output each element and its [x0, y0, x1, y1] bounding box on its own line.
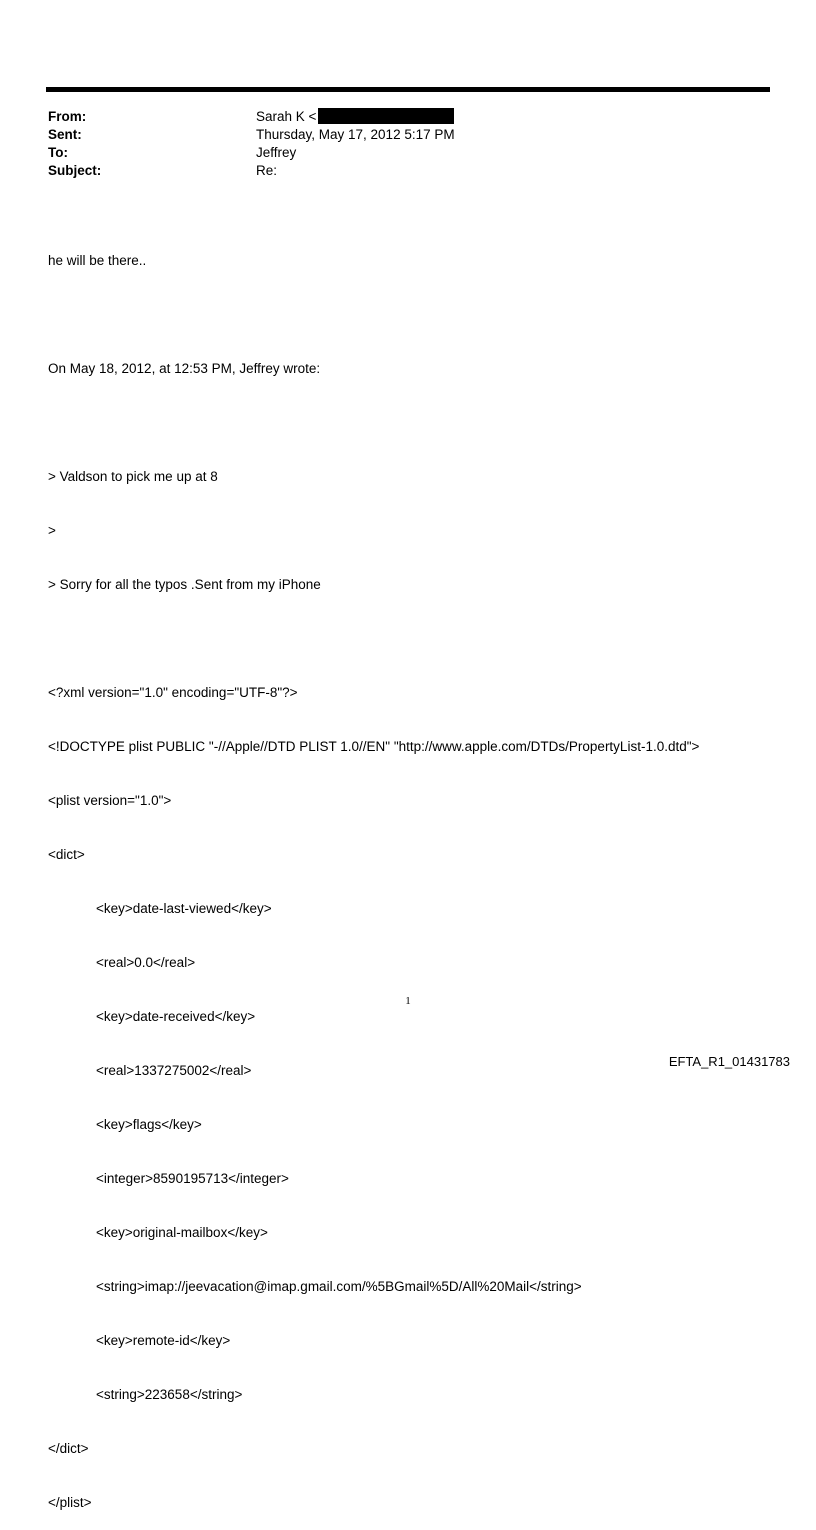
sent-row [48, 126, 748, 144]
xml-line: <?xml version="1.0" encoding="UTF-8"?> [48, 685, 298, 700]
xml-line: <key>date-received</key> [96, 1009, 256, 1024]
xml-line: <plist version="1.0"> [48, 793, 172, 808]
xml-line: <!DOCTYPE plist PUBLIC "-//Apple//DTD PLIST 1.0//EN" "http://www.apple.com/DTDs/PropertyList-1.0.dtd"> [48, 739, 700, 754]
subject-row [48, 162, 748, 180]
reply-text: he will be there.. [48, 253, 147, 268]
page-number: 1 [405, 995, 411, 1007]
xml-line: <string>imap://jeevacation@imap.gmail.com/%5BGmail%5D/All%20Mail</string> [96, 1279, 582, 1294]
bates-number: EFTA_R1_01431783 [668, 1054, 790, 1069]
sent-label: Sent: [48, 127, 82, 142]
subject-label: Subject: [48, 163, 102, 178]
from-value [256, 108, 454, 126]
xml-line: <key>remote-id</key> [96, 1333, 231, 1348]
quoted-line: > Sorry for all the typos .Sent from my iPhone [48, 577, 321, 592]
xml-line: <dict> [48, 847, 85, 862]
to-label: To: [48, 145, 68, 160]
quoted-line: > [48, 523, 56, 538]
xml-line: <real>1337275002</real> [96, 1063, 252, 1078]
xml-line: <key>flags</key> [96, 1117, 202, 1132]
quoted-line: > Valdson to pick me up at 8 [48, 469, 218, 484]
subject-value: Re: [256, 163, 278, 178]
from-sender: Sarah K < [256, 109, 317, 124]
quote-intro: On May 18, 2012, at 12:53 PM, Jeffrey wrote: [48, 361, 321, 376]
email-body [48, 216, 699, 1530]
redaction-box [318, 108, 454, 124]
xml-line: </plist> [48, 1495, 92, 1510]
to-value: Jeffrey [256, 145, 297, 160]
xml-line: <string>223658</string> [96, 1387, 243, 1402]
from-label: From: [48, 109, 87, 124]
xml-line: </dict> [48, 1441, 89, 1456]
xml-line: <key>date-last-viewed</key> [96, 901, 272, 916]
xml-line: <integer>8590195713</integer> [96, 1171, 289, 1186]
header-rule [46, 87, 770, 92]
to-row [48, 144, 748, 162]
xml-line: <key>original-mailbox</key> [96, 1225, 268, 1240]
xml-line: <real>0.0</real> [96, 955, 196, 970]
from-row [48, 108, 748, 126]
sent-value: Thursday, May 17, 2012 5:17 PM [256, 127, 455, 142]
